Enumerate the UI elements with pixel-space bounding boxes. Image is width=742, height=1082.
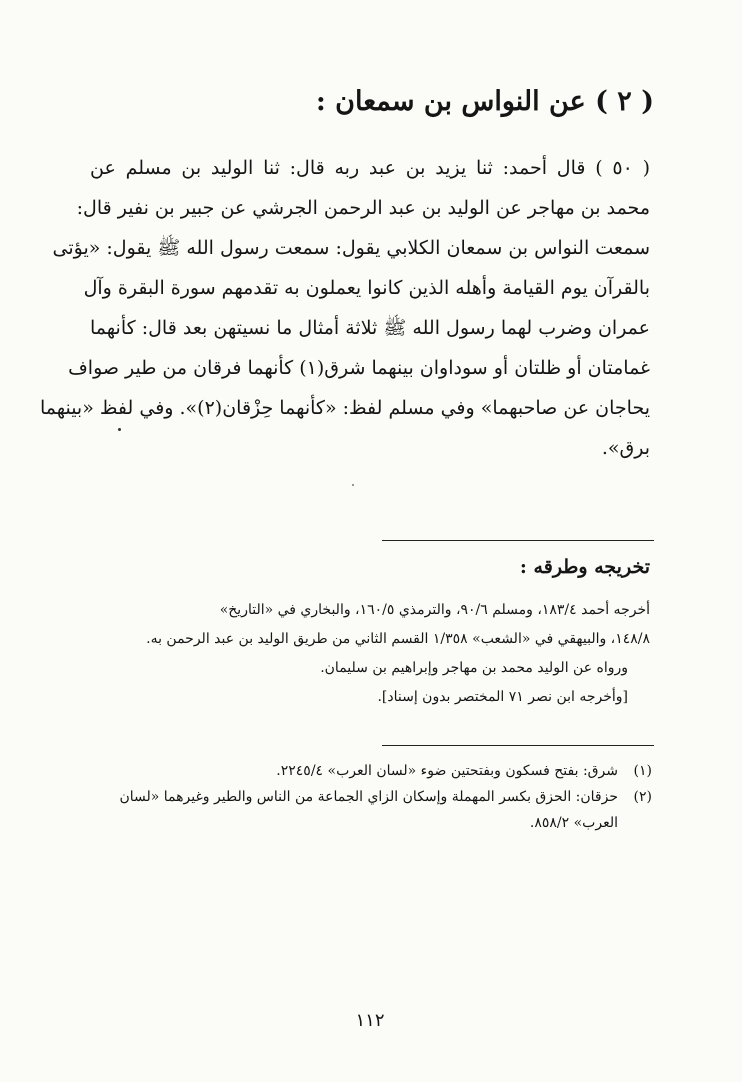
footnote-item [92,758,652,784]
section-heading: ( ٢ ) عن النواس بن سمعان : [315,86,654,117]
hadith-line: سمعت النواس بن سمعان الكلابي يقول: سمعت رسول الله ﷺ يقول: «يؤتى [52,237,650,259]
footnote-number: (١) [633,763,652,779]
hadith-line: عمران وضرب لهما رسول الله ﷺ ثلاثة أمثال ما نسيتهن بعد قال: كأنهما [90,317,650,339]
hadith-line: محمد بن مهاجر عن الوليد بن عبد الرحمن الجرشي عن جبير بن نفير قال: [76,197,650,219]
takhrij-title: تخريجه وطرقه : [519,556,650,578]
scan-speck [118,428,121,431]
footnote-text [92,758,618,784]
page-number: ١١٢ [355,1010,385,1031]
divider-rule [382,540,654,541]
footnote-item [92,784,652,836]
scan-speck [352,484,354,486]
footnote-line: حزقان: الحزق بكسر المهملة وإسكان الزاي الجماعة من الناس والطير وغيرهما «لسان [119,789,618,805]
hadith-line: بالقرآن يوم القيامة وأهله الذين كانوا يعملون به تقدمهم سورة البقرة وآل [83,277,650,299]
hadith-line: برق». [601,437,650,459]
takhrij-line: ١٤٨/٨، والبيهقي في «الشعب» ١/٣٥٨ القسم الثاني من طريق الوليد بن عبد الرحمن به. [146,631,650,647]
takhrij-line: ورواه عن الوليد محمد بن مهاجر وإبراهيم بن سليمان. [320,660,628,676]
footnote-number: (٢) [633,789,652,805]
hadith-line: يحاجان عن صاحبهما» وفي مسلم لفظ: «كأنهما حِزْقان(٢)». وفي لفظ «بينهما [39,397,650,419]
takhrij-text [92,596,650,712]
footnote-line: العرب» ٨٥٨/٢. [529,815,618,831]
hadith-line: غمامتان أو ظلتان أو سوداوان بينهما شرق(١) كأنهما فرقان من طير صواف [68,357,650,379]
takhrij-line: أخرجه أحمد ١٨٣/٤، ومسلم ٩٠/٦، والترمذي ١٦٠/٥، والبخاري في «التاريخ» [219,602,650,618]
takhrij-line: [وأخرجه ابن نصر ٧١ المختصر بدون إسناد]. [377,689,628,705]
footnotes [92,758,652,836]
hadith-line: ( ٥٠ ) قال أحمد: ثنا يزيد بن عبد ربه قال: ثنا الوليد بن مسلم عن [90,157,650,179]
footnote-line: شرق: بفتح فسكون وبفتحتين ضوء «لسان العرب» ٢٢٤٥/٤. [276,763,618,779]
hadith-text [39,148,650,468]
footnote-rule [382,745,654,746]
footnote-text [92,784,618,836]
